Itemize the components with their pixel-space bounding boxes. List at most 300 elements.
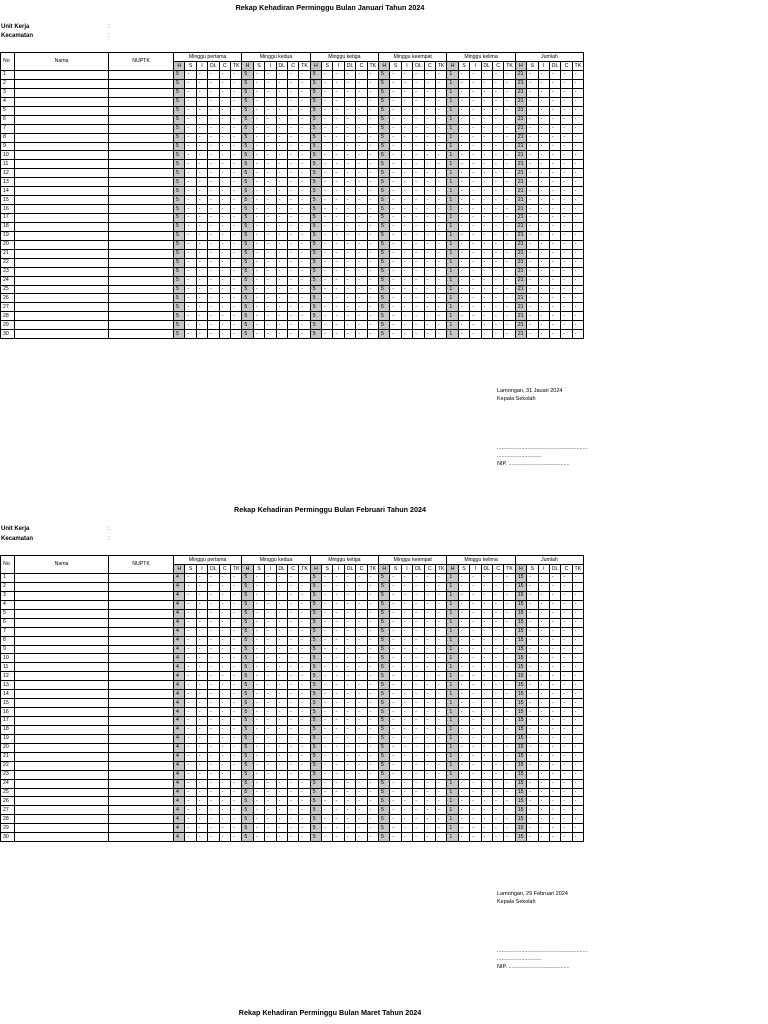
row-number: 29 <box>1 321 15 330</box>
table-row <box>1 788 584 797</box>
cell-i: - <box>333 330 344 339</box>
cell-tk: - <box>504 815 515 824</box>
cell-hadir: 5 <box>242 672 253 681</box>
table-row <box>1 708 584 717</box>
cell-c: - <box>356 285 367 294</box>
cell-s: - <box>527 258 538 267</box>
cell-tk: - <box>504 797 515 806</box>
row-number: 14 <box>1 690 15 699</box>
cell-tk: - <box>504 600 515 609</box>
cell-hadir: 5 <box>379 115 390 124</box>
cell-c: - <box>219 303 230 312</box>
cell-tk: - <box>299 106 310 115</box>
cell-s: - <box>185 169 196 178</box>
cell-s: - <box>527 115 538 124</box>
table-row <box>1 806 584 815</box>
cell-c: - <box>424 600 435 609</box>
cell-hadir: 21 <box>515 267 526 276</box>
header-sub-c: C <box>219 62 230 71</box>
cell-s: - <box>458 636 469 645</box>
cell-s: - <box>527 690 538 699</box>
cell-dl: - <box>276 267 287 276</box>
cell-tk: - <box>572 88 583 97</box>
cell-hadir: 4 <box>174 761 185 770</box>
cell-dl: - <box>549 258 560 267</box>
sheet1-title: Rekap Kehadiran Perminggu Bulan Januari Tahun 2024 <box>235 3 425 12</box>
cell-dl: - <box>413 770 424 779</box>
cell-hadir: 5 <box>242 106 253 115</box>
cell-tk: - <box>504 734 515 743</box>
cell-hadir: 5 <box>310 645 321 654</box>
cell-hadir: 5 <box>310 770 321 779</box>
cell-i: - <box>401 124 412 133</box>
cell-s: - <box>527 699 538 708</box>
cell-i: - <box>401 779 412 788</box>
cell-c: - <box>424 574 435 583</box>
cell-hadir: 5 <box>379 187 390 196</box>
cell-hadir: 1 <box>447 214 458 223</box>
table-row <box>1 321 584 330</box>
row-number: 15 <box>1 699 15 708</box>
cell-hadir: 5 <box>310 824 321 833</box>
cell-hadir: 5 <box>379 151 390 160</box>
cell-c: - <box>287 779 298 788</box>
cell-dl: - <box>344 752 355 761</box>
cell-dl: - <box>413 187 424 196</box>
cell-c: - <box>356 770 367 779</box>
cell-dl: - <box>208 205 219 214</box>
cell-i: - <box>333 178 344 187</box>
cell-hadir: 5 <box>379 833 390 842</box>
cell-dl: - <box>344 654 355 663</box>
cell-s: - <box>390 699 401 708</box>
cell-c: - <box>492 312 503 321</box>
cell-s: - <box>253 636 264 645</box>
cell-i: - <box>538 240 549 249</box>
cell-s: - <box>322 133 333 142</box>
cell-s: - <box>322 285 333 294</box>
cell-s: - <box>253 725 264 734</box>
cell-dl: - <box>276 142 287 151</box>
cell-c: - <box>219 609 230 618</box>
cell-hadir: 21 <box>515 79 526 88</box>
cell-hadir: 4 <box>174 636 185 645</box>
cell-dl: - <box>344 106 355 115</box>
cell-hadir: 5 <box>379 591 390 600</box>
cell-s: - <box>322 672 333 681</box>
cell-dl: - <box>481 591 492 600</box>
cell-tk: - <box>367 582 378 591</box>
cell-s: - <box>390 106 401 115</box>
cell-hadir: 15 <box>515 770 526 779</box>
sheet1-signature-block <box>497 387 587 468</box>
cell-hadir: 5 <box>310 249 321 258</box>
cell-s: - <box>458 574 469 583</box>
row-number: 22 <box>1 258 15 267</box>
cell-hadir: 5 <box>174 249 185 258</box>
cell-s: - <box>390 285 401 294</box>
cell-s: - <box>185 752 196 761</box>
cell-s: - <box>322 214 333 223</box>
cell-i: - <box>265 303 276 312</box>
cell-s: - <box>527 663 538 672</box>
cell-s: - <box>322 258 333 267</box>
cell-c: - <box>492 672 503 681</box>
row-nuptk <box>109 761 174 770</box>
cell-tk: - <box>230 151 241 160</box>
sheet2-kecamatan-label: Kecamatan <box>1 536 34 542</box>
row-nuptk <box>109 690 174 699</box>
cell-dl: - <box>344 142 355 151</box>
cell-hadir: 5 <box>242 178 253 187</box>
cell-dl: - <box>549 88 560 97</box>
cell-dl: - <box>276 663 287 672</box>
cell-dl: - <box>276 690 287 699</box>
cell-hadir: 5 <box>379 276 390 285</box>
row-nama <box>15 330 109 339</box>
cell-tk: - <box>504 708 515 717</box>
cell-c: - <box>356 574 367 583</box>
cell-tk: - <box>504 240 515 249</box>
cell-s: - <box>390 717 401 726</box>
cell-dl: - <box>276 222 287 231</box>
cell-s: - <box>390 815 401 824</box>
cell-dl: - <box>208 330 219 339</box>
cell-dl: - <box>276 303 287 312</box>
cell-i: - <box>265 725 276 734</box>
cell-c: - <box>356 797 367 806</box>
cell-dl: - <box>549 205 560 214</box>
cell-s: - <box>253 106 264 115</box>
cell-hadir: 5 <box>310 71 321 80</box>
cell-i: - <box>470 160 481 169</box>
cell-dl: - <box>276 627 287 636</box>
cell-s: - <box>322 196 333 205</box>
cell-i: - <box>265 133 276 142</box>
cell-c: - <box>219 196 230 205</box>
cell-tk: - <box>435 285 446 294</box>
cell-c: - <box>219 133 230 142</box>
cell-i: - <box>265 717 276 726</box>
row-number: 12 <box>1 672 15 681</box>
cell-hadir: 5 <box>379 205 390 214</box>
cell-i: - <box>538 214 549 223</box>
cell-tk: - <box>435 645 446 654</box>
cell-c: - <box>492 761 503 770</box>
cell-dl: - <box>276 169 287 178</box>
cell-tk: - <box>572 770 583 779</box>
cell-hadir: 5 <box>242 609 253 618</box>
cell-hadir: 5 <box>310 725 321 734</box>
cell-i: - <box>265 699 276 708</box>
cell-tk: - <box>504 115 515 124</box>
cell-dl: - <box>276 717 287 726</box>
cell-i: - <box>333 222 344 231</box>
cell-hadir: 5 <box>242 187 253 196</box>
cell-dl: - <box>208 196 219 205</box>
cell-hadir: 5 <box>174 303 185 312</box>
cell-dl: - <box>276 681 287 690</box>
cell-c: - <box>492 806 503 815</box>
cell-hadir: 5 <box>310 133 321 142</box>
cell-s: - <box>253 708 264 717</box>
cell-tk: - <box>367 71 378 80</box>
cell-hadir: 5 <box>174 88 185 97</box>
table-row <box>1 833 584 842</box>
cell-tk: - <box>367 142 378 151</box>
table-row <box>1 276 584 285</box>
cell-dl: - <box>481 151 492 160</box>
cell-c: - <box>287 582 298 591</box>
cell-tk: - <box>504 178 515 187</box>
cell-hadir: 5 <box>242 708 253 717</box>
row-nuptk <box>109 178 174 187</box>
cell-tk: - <box>572 717 583 726</box>
cell-hadir: 15 <box>515 752 526 761</box>
cell-s: - <box>390 690 401 699</box>
cell-dl: - <box>481 205 492 214</box>
cell-s: - <box>458 752 469 761</box>
cell-c: - <box>356 303 367 312</box>
row-number: 27 <box>1 806 15 815</box>
cell-s: - <box>322 178 333 187</box>
cell-c: - <box>561 276 572 285</box>
cell-s: - <box>527 582 538 591</box>
cell-i: - <box>538 600 549 609</box>
cell-c: - <box>219 178 230 187</box>
cell-tk: - <box>504 88 515 97</box>
cell-s: - <box>527 770 538 779</box>
cell-tk: - <box>572 71 583 80</box>
cell-i: - <box>401 663 412 672</box>
cell-dl: - <box>549 330 560 339</box>
cell-i: - <box>470 115 481 124</box>
cell-dl: - <box>276 196 287 205</box>
cell-c: - <box>219 708 230 717</box>
cell-s: - <box>253 294 264 303</box>
header-nama: Nama <box>15 556 109 574</box>
cell-s: - <box>185 71 196 80</box>
cell-i: - <box>401 205 412 214</box>
table-row <box>1 205 584 214</box>
cell-i: - <box>333 761 344 770</box>
cell-c: - <box>492 609 503 618</box>
table-row <box>1 187 584 196</box>
cell-hadir: 21 <box>515 71 526 80</box>
cell-s: - <box>458 294 469 303</box>
cell-s: - <box>527 600 538 609</box>
sheet2-signature-block <box>497 890 587 971</box>
cell-s: - <box>185 97 196 106</box>
header-sub-c: C <box>356 62 367 71</box>
row-nuptk <box>109 600 174 609</box>
cell-c: - <box>356 249 367 258</box>
cell-i: - <box>196 708 207 717</box>
cell-dl: - <box>208 609 219 618</box>
cell-dl: - <box>413 106 424 115</box>
cell-dl: - <box>481 267 492 276</box>
cell-c: - <box>219 312 230 321</box>
cell-c: - <box>356 222 367 231</box>
cell-hadir: 5 <box>242 645 253 654</box>
cell-c: - <box>492 681 503 690</box>
cell-hadir: 5 <box>379 79 390 88</box>
cell-hadir: 5 <box>242 636 253 645</box>
cell-c: - <box>424 654 435 663</box>
cell-hadir: 1 <box>447 600 458 609</box>
cell-hadir: 5 <box>310 761 321 770</box>
cell-tk: - <box>435 752 446 761</box>
cell-i: - <box>196 636 207 645</box>
cell-hadir: 5 <box>379 645 390 654</box>
cell-tk: - <box>572 690 583 699</box>
cell-hadir: 1 <box>447 672 458 681</box>
cell-c: - <box>561 582 572 591</box>
header-sub-tk: TK <box>367 62 378 71</box>
cell-tk: - <box>435 187 446 196</box>
cell-s: - <box>185 151 196 160</box>
cell-c: - <box>287 88 298 97</box>
cell-dl: - <box>413 574 424 583</box>
row-number: 21 <box>1 752 15 761</box>
cell-dl: - <box>208 124 219 133</box>
cell-c: - <box>219 115 230 124</box>
cell-i: - <box>196 717 207 726</box>
row-number: 17 <box>1 214 15 223</box>
cell-tk: - <box>572 124 583 133</box>
cell-tk: - <box>504 582 515 591</box>
cell-tk: - <box>367 734 378 743</box>
cell-dl: - <box>549 717 560 726</box>
row-nama <box>15 187 109 196</box>
cell-hadir: 5 <box>242 321 253 330</box>
cell-tk: - <box>572 276 583 285</box>
cell-c: - <box>287 196 298 205</box>
row-nuptk <box>109 618 174 627</box>
cell-s: - <box>253 806 264 815</box>
cell-i: - <box>401 321 412 330</box>
cell-s: - <box>322 717 333 726</box>
cell-hadir: 15 <box>515 654 526 663</box>
cell-hadir: 5 <box>242 797 253 806</box>
cell-i: - <box>538 205 549 214</box>
cell-tk: - <box>367 178 378 187</box>
row-nuptk <box>109 672 174 681</box>
cell-hadir: 5 <box>379 142 390 151</box>
cell-hadir: 5 <box>310 734 321 743</box>
cell-c: - <box>561 681 572 690</box>
cell-dl: - <box>208 115 219 124</box>
header-group: Minggu keempat <box>379 556 447 565</box>
header-sub-i: I <box>401 565 412 574</box>
cell-tk: - <box>299 734 310 743</box>
cell-hadir: 21 <box>515 240 526 249</box>
cell-hadir: 5 <box>310 788 321 797</box>
cell-dl: - <box>344 725 355 734</box>
cell-dl: - <box>413 151 424 160</box>
cell-hadir: 4 <box>174 591 185 600</box>
cell-c: - <box>287 160 298 169</box>
cell-hadir: 5 <box>310 312 321 321</box>
cell-i: - <box>538 806 549 815</box>
header-sub-dl: DL <box>413 565 424 574</box>
cell-hadir: 15 <box>515 734 526 743</box>
cell-dl: - <box>549 708 560 717</box>
cell-hadir: 4 <box>174 833 185 842</box>
cell-dl: - <box>208 133 219 142</box>
cell-hadir: 5 <box>174 294 185 303</box>
cell-hadir: 1 <box>447 276 458 285</box>
cell-c: - <box>492 770 503 779</box>
cell-s: - <box>185 690 196 699</box>
cell-i: - <box>333 627 344 636</box>
cell-i: - <box>401 285 412 294</box>
cell-hadir: 5 <box>242 681 253 690</box>
cell-dl: - <box>344 600 355 609</box>
cell-c: - <box>492 115 503 124</box>
cell-tk: - <box>367 196 378 205</box>
cell-tk: - <box>504 663 515 672</box>
cell-tk: - <box>435 71 446 80</box>
cell-s: - <box>527 231 538 240</box>
cell-hadir: 5 <box>242 142 253 151</box>
table-row <box>1 815 584 824</box>
cell-c: - <box>492 79 503 88</box>
cell-hadir: 5 <box>310 663 321 672</box>
cell-i: - <box>333 106 344 115</box>
cell-tk: - <box>572 833 583 842</box>
cell-c: - <box>492 276 503 285</box>
cell-hadir: 5 <box>310 618 321 627</box>
cell-i: - <box>333 779 344 788</box>
cell-dl: - <box>208 321 219 330</box>
cell-s: - <box>390 779 401 788</box>
cell-s: - <box>527 106 538 115</box>
cell-hadir: 5 <box>379 663 390 672</box>
cell-hadir: 21 <box>515 231 526 240</box>
cell-dl: - <box>481 725 492 734</box>
cell-hadir: 5 <box>310 151 321 160</box>
cell-hadir: 5 <box>310 160 321 169</box>
cell-hadir: 15 <box>515 761 526 770</box>
sheet2-position: Kepala Sekolah <box>497 899 536 905</box>
cell-s: - <box>527 591 538 600</box>
cell-s: - <box>390 600 401 609</box>
cell-i: - <box>196 582 207 591</box>
cell-tk: - <box>572 779 583 788</box>
cell-hadir: 5 <box>242 779 253 788</box>
cell-i: - <box>196 267 207 276</box>
cell-c: - <box>219 582 230 591</box>
cell-hadir: 5 <box>242 249 253 258</box>
header-sub-tk: TK <box>504 62 515 71</box>
cell-i: - <box>196 654 207 663</box>
table-row <box>1 249 584 258</box>
cell-i: - <box>470 231 481 240</box>
cell-s: - <box>322 743 333 752</box>
cell-hadir: 1 <box>447 743 458 752</box>
cell-s: - <box>185 205 196 214</box>
cell-tk: - <box>230 214 241 223</box>
cell-c: - <box>287 806 298 815</box>
cell-c: - <box>356 321 367 330</box>
header-sub-tk: TK <box>299 62 310 71</box>
cell-hadir: 5 <box>310 267 321 276</box>
cell-hadir: 5 <box>379 717 390 726</box>
cell-s: - <box>253 574 264 583</box>
cell-i: - <box>333 815 344 824</box>
cell-dl: - <box>208 160 219 169</box>
